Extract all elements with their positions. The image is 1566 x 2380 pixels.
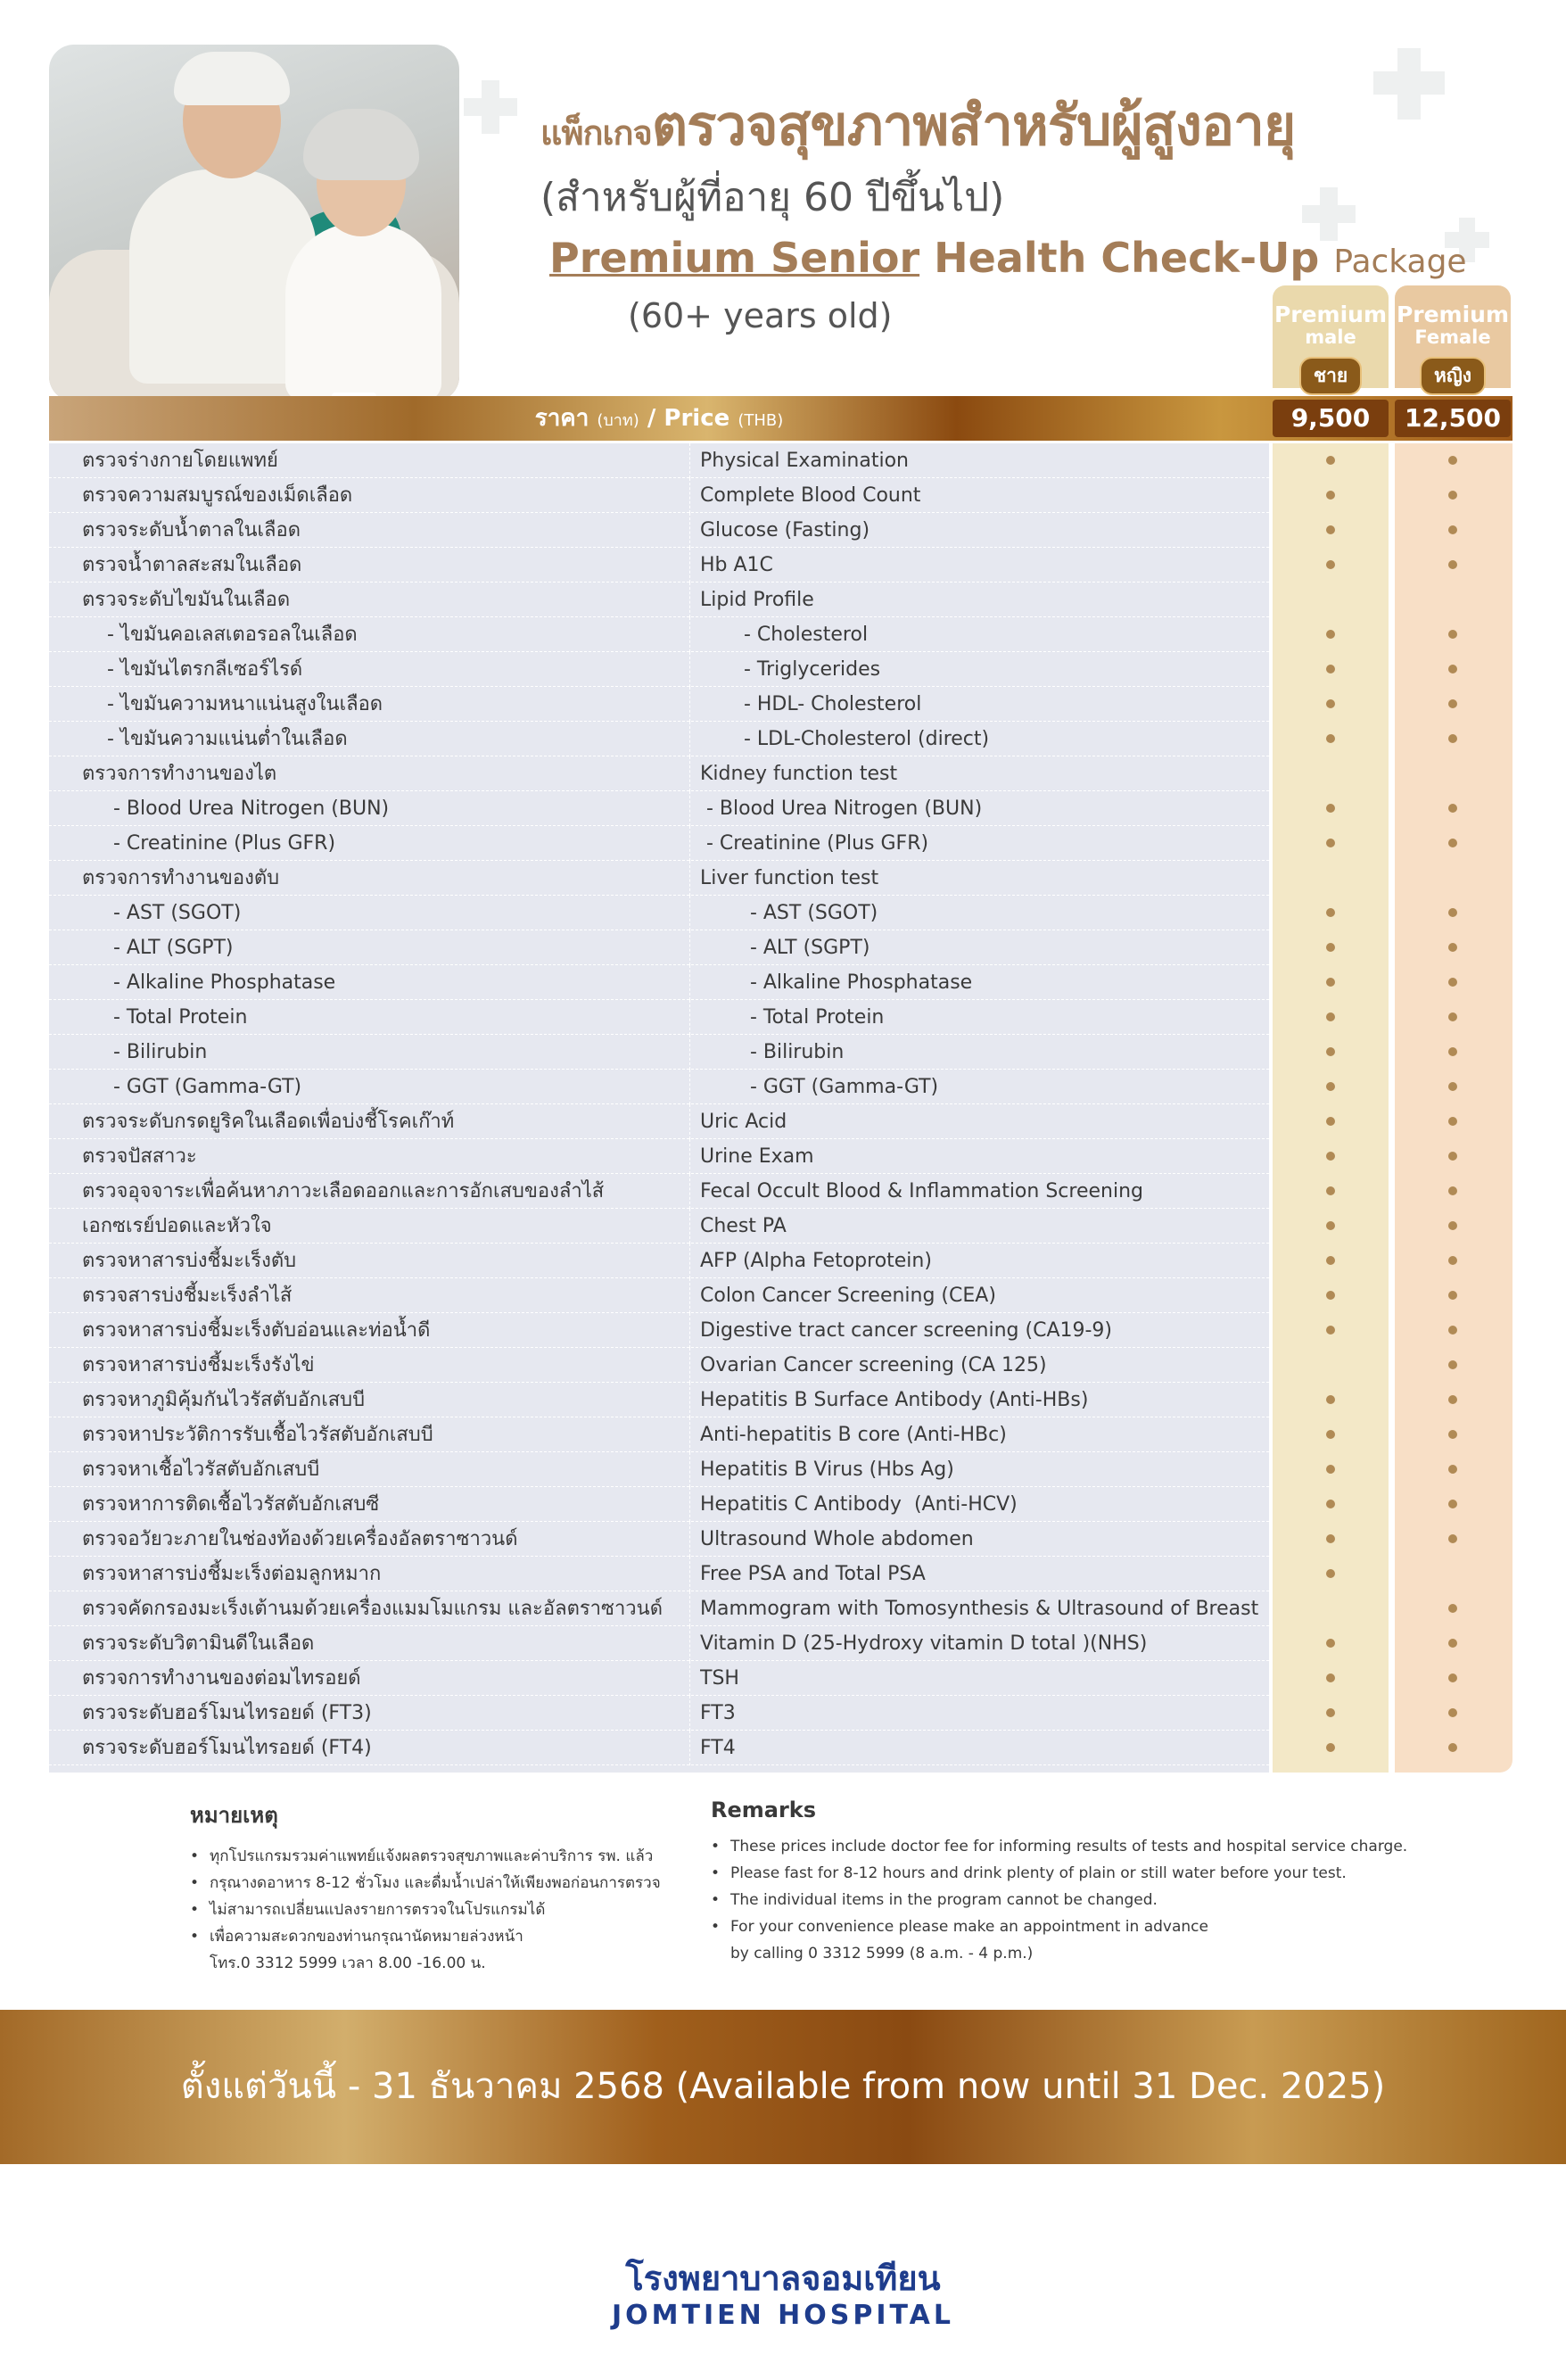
item-name-english: Hepatitis B Surface Antibody (Anti-HBs) [700,1389,1089,1411]
included-dot-female [1448,1291,1457,1300]
column-divider [689,896,690,930]
included-dot-female [1448,734,1457,743]
item-name-english: Hepatitis C Antibody (Anti-HCV) [700,1493,1018,1516]
included-dot-male [1326,1152,1335,1161]
column-divider [689,1174,690,1209]
column-divider [689,583,690,617]
table-row [49,1383,1512,1417]
column-divider [689,1557,690,1591]
table-row [49,965,1512,1000]
table-row [49,443,1512,478]
table-row [49,1626,1512,1661]
item-name-thai: ตรวจคัดกรองมะเร็งเต้านมด้วยเครื่องแมมโมแกรม และอัลตราซาวนด์ [82,1598,663,1620]
included-dot-female [1448,1639,1457,1648]
table-row [49,1278,1512,1313]
table-row [49,617,1512,652]
table-row [49,1591,1512,1626]
item-name-english: Liver function test [700,867,879,889]
item-name-thai: ตรวจหาประวัติการรับเชื้อไวรัสตับอักเสบบี [82,1424,433,1446]
item-name-thai: ตรวจหาสารบ่งชี้มะเร็งตับ [82,1250,297,1272]
item-name-thai: ตรวจระดับวิตามินดีในเลือด [82,1632,315,1655]
table-row [49,1348,1512,1383]
included-dot-male [1326,1395,1335,1404]
column-divider [689,443,690,478]
remark-item: • เพื่อความสะดวกของท่านกรุณานัดหมายล่วงหน้า [190,1923,707,1950]
table-row [49,1070,1512,1104]
included-dot-male [1326,560,1335,569]
item-name-thai: ตรวจร่างกายโดยแพทย์ [82,450,278,472]
included-dot-female [1448,699,1457,708]
male-gender-th-badge: ชาย [1299,357,1362,395]
column-divider [689,1104,690,1139]
item-name-english: Free PSA and Total PSA [700,1563,926,1585]
column-divider [689,1522,690,1557]
column-divider [689,861,690,896]
item-name-english: - GGT (Gamma-GT) [700,1076,939,1098]
item-name-english: Digestive tract cancer screening (CA19-9) [700,1319,1113,1342]
female-gender-en: Female [1414,326,1491,348]
item-name-english: - Creatinine (Plus GFR) [700,832,929,855]
included-dot-female [1448,1430,1457,1439]
woman-figure [285,223,441,401]
item-name-english: Physical Examination [700,450,909,472]
table-row [49,1522,1512,1557]
price-label-th: ราคา [534,405,589,432]
included-dot-female [1448,1117,1457,1126]
table-row [49,652,1512,687]
included-dot-male [1326,491,1335,500]
table-row [49,1174,1512,1209]
item-name-thai: ตรวจน้ำตาลสะสมในเลือด [82,554,302,576]
remark-item: • Please fast for 8-12 hours and drink plenty of plain or still water before your test. [711,1860,1442,1887]
item-name-english: Glucose (Fasting) [700,519,870,541]
included-dot-female [1448,1082,1457,1091]
item-name-english: - LDL-Cholesterol (direct) [700,728,990,750]
title-english-underlined: Premium Senior [549,234,920,282]
table-row [49,583,1512,617]
item-name-thai: ตรวจหาภูมิคุ้มกันไวรัสตับอักเสบบี [82,1389,366,1411]
item-name-english: - AST (SGOT) [700,902,878,924]
column-divider [689,1731,690,1765]
included-dot-male [1326,839,1335,847]
table-row [49,1000,1512,1035]
item-name-thai: - ALT (SGPT) [82,937,234,959]
included-dot-female [1448,560,1457,569]
included-dot-female [1448,1465,1457,1474]
table-row [49,1244,1512,1278]
column-divider [689,1626,690,1661]
item-name-thai: ตรวจการทำงานของต่อมไทรอยด์ [82,1667,361,1690]
column-divider [689,1244,690,1278]
item-name-thai: - ไขมันความแน่นต่ำในเลือด [82,728,348,750]
included-dot-male [1326,1500,1335,1508]
included-dot-male [1326,1430,1335,1439]
included-dot-male [1326,1082,1335,1091]
senior-couple-photo [49,45,459,401]
remarks-english [711,1797,1442,1967]
title-english-suffix: Package [1333,244,1467,280]
table-row [49,478,1512,513]
item-name-english: Ultrasound Whole abdomen [700,1528,974,1550]
remark-item: • ทุกโปรแกรมรวมค่าแพทย์แจ้งผลตรวจสุขภาพและค่าบริการ รพ. แล้ว [190,1843,707,1870]
included-dot-male [1326,1186,1335,1195]
decorative-cross [482,80,499,134]
item-name-thai: ตรวจอุจจาระเพื่อค้นหาภาวะเลือดออกและการอักเสบของลำไส้ [82,1180,605,1202]
hospital-logo-thai: โรงพยาบาลจอมเทียน [625,2259,941,2298]
remark-item: • ไม่สามารถเปลี่ยนแปลงรายการตรวจในโปรแกรมได้ [190,1897,707,1923]
item-name-english: Mammogram with Tomosynthesis & Ultrasound of Breast [700,1598,1259,1620]
remark-item: • กรุณางดอาหาร 8-12 ชั่วโมง และดื่มน้ำเปล่าให้เพียงพอก่อนการตรวจ [190,1870,707,1897]
item-name-english: Complete Blood Count [700,484,921,507]
table-row [49,861,1512,896]
item-name-english: FT4 [700,1737,736,1759]
included-dot-male [1326,1256,1335,1265]
item-name-thai: ตรวจระดับน้ำตาลในเลือด [82,519,301,541]
included-dot-female [1448,1012,1457,1021]
included-dot-female [1448,839,1457,847]
age-english: (60+ years old) [628,296,893,335]
item-name-thai: ตรวจหาสารบ่งชี้มะเร็งรังไข่ [82,1354,315,1376]
included-dot-female [1448,1221,1457,1230]
column-divider [689,1000,690,1035]
included-dot-female [1448,978,1457,987]
item-name-thai: ตรวจระดับไขมันในเลือด [82,589,291,611]
item-name-english: Urine Exam [700,1145,814,1168]
title-english [549,234,1467,282]
decorative-cross [1320,187,1338,241]
table-row [49,687,1512,722]
item-name-english: AFP (Alpha Fetoprotein) [700,1250,932,1272]
item-name-english: - HDL- Cholesterol [700,693,922,715]
price-unit-en: (THB) [738,411,784,430]
item-name-english: - Cholesterol [700,624,869,646]
included-dot-male [1326,1221,1335,1230]
price-male: 9,500 [1273,400,1389,437]
included-dot-male [1326,1012,1335,1021]
item-name-english: Ovarian Cancer screening (CA 125) [700,1354,1047,1376]
included-dot-male [1326,1291,1335,1300]
included-dot-female [1448,1360,1457,1369]
column-divider [689,722,690,756]
included-dot-female [1448,1326,1457,1335]
table-row [49,1452,1512,1487]
decorative-cross [1397,48,1421,120]
column-divider [689,1452,690,1487]
included-dot-male [1326,978,1335,987]
item-name-english: FT3 [700,1702,736,1724]
remarks-english-title: Remarks [711,1797,817,1822]
column-divider [689,478,690,513]
item-name-thai: - Bilirubin [82,1041,208,1063]
column-divider [689,1209,690,1244]
availability-text: ตั้งแต่วันนี้ - 31 ธันวาคม 2568 (Available from now until 31 Dec. 2025) [180,2066,1386,2107]
remark-item: โทร.0 3312 5999 เวลา 8.00 -16.00 น. [210,1954,486,1972]
item-name-thai: ตรวจสารบ่งชี้มะเร็งลำไส้ [82,1285,293,1307]
column-divider [689,1417,690,1452]
item-name-thai: ตรวจระดับฮอร์โมนไทรอยด์ (FT3) [82,1702,372,1724]
item-name-english: - ALT (SGPT) [700,937,870,959]
column-divider [689,1035,690,1070]
column-divider [689,791,690,826]
included-dot-female [1448,525,1457,534]
table-row [49,756,1512,791]
remark-item: • The individual items in the program cannot be changed. [711,1887,1442,1913]
column-divider [689,930,690,965]
item-name-thai: ตรวจระดับฮอร์โมนไทรอยด์ (FT4) [82,1737,372,1759]
table-row [49,548,1512,583]
included-dot-female [1448,1708,1457,1717]
column-divider [689,756,690,791]
included-dot-male [1326,456,1335,465]
table-row [49,1104,1512,1139]
column-divider [689,652,690,687]
item-name-english: TSH [700,1667,739,1690]
table-row [49,930,1512,965]
included-dot-female [1448,1743,1457,1752]
table-row [49,1209,1512,1244]
included-dot-female [1448,1256,1457,1265]
item-name-thai: - ไขมันไตรกลีเซอร์ไรด์ [82,658,303,681]
included-dot-female [1448,1047,1457,1056]
included-dot-male [1326,1534,1335,1543]
item-name-thai: ตรวจการทำงานของไต [82,763,277,785]
included-dot-female [1448,1534,1457,1543]
included-dot-female [1448,1673,1457,1682]
included-dot-male [1326,1047,1335,1056]
included-dot-female [1448,630,1457,639]
item-name-thai: ตรวจหาเชื้อไวรัสตับอักเสบบี [82,1459,320,1481]
item-name-english: Hb A1C [700,554,773,576]
included-dot-male [1326,943,1335,952]
hospital-logo-english: JOMTIEN HOSPITAL [611,2300,955,2331]
included-dot-male [1326,1708,1335,1717]
included-dot-female [1448,456,1457,465]
item-name-thai: เอกซเรย์ปอดและหัวใจ [82,1215,272,1237]
included-dot-male [1326,525,1335,534]
woman-hair [303,109,419,180]
included-dot-female [1448,491,1457,500]
item-name-english: Hepatitis B Virus (Hbs Ag) [700,1459,954,1481]
table-row [49,1661,1512,1696]
column-divider [689,1383,690,1417]
item-name-english: Chest PA [700,1215,787,1237]
table-row [49,1487,1512,1522]
item-name-english: Vitamin D (25-Hydroxy vitamin D total )(NHS) [700,1632,1148,1655]
column-header-male [1273,285,1389,388]
table-row [49,791,1512,826]
remarks-thai [190,1797,707,1977]
table-row [49,896,1512,930]
included-dot-male [1326,1743,1335,1752]
included-dot-female [1448,1152,1457,1161]
subtitle-thai: (สำหรับผู้ที่อายุ 60 ปีขึ้นไป) [540,175,1005,220]
included-dot-male [1326,734,1335,743]
included-dot-male [1326,1465,1335,1474]
column-header-female [1395,285,1511,388]
column-divider [689,1139,690,1174]
item-name-english: Uric Acid [700,1111,787,1133]
remark-item: • For your convenience please make an appointment in advance [711,1913,1442,1940]
item-name-thai: ตรวจปัสสาวะ [82,1145,197,1168]
item-name-english: - Alkaline Phosphatase [700,971,973,994]
column-divider [689,1696,690,1731]
hero-section [0,0,1566,393]
column-divider [689,1278,690,1313]
table-row [49,1731,1512,1765]
included-dot-male [1326,630,1335,639]
male-tier: Premium [1273,302,1388,327]
remark-item: • These prices include doctor fee for informing results of tests and hospital service charge. [711,1833,1442,1860]
man-hair [174,52,290,105]
female-gender-th-badge: หญิง [1420,357,1486,395]
included-dot-female [1448,1186,1457,1195]
column-divider [689,1313,690,1348]
included-dot-female [1448,1604,1457,1613]
title-thai [540,82,1295,169]
item-name-thai: ตรวจหาสารบ่งชี้มะเร็งต่อมลูกหมาก [82,1563,382,1585]
included-dot-female [1448,1500,1457,1508]
column-divider [689,687,690,722]
included-dot-female [1448,943,1457,952]
included-dot-female [1448,665,1457,674]
item-name-thai: ตรวจการทำงานของตับ [82,867,280,889]
included-dot-male [1326,1326,1335,1335]
included-dot-male [1326,1117,1335,1126]
table-row [49,1035,1512,1070]
item-name-english: - Triglycerides [700,658,881,681]
remarks-thai-list [190,1843,707,1977]
table-row [49,826,1512,861]
item-name-thai: - GGT (Gamma-GT) [82,1076,302,1098]
included-dot-female [1448,804,1457,813]
column-divider [689,617,690,652]
item-name-thai: ตรวจระดับกรดยูริคในเลือดเพื่อบ่งชี้โรคเก๊าท์ [82,1111,455,1133]
column-divider [689,826,690,861]
column-divider [689,513,690,548]
male-gender-en: male [1305,326,1356,348]
remarks-thai-title: หมายเหตุ [190,1803,278,1828]
item-name-thai: - AST (SGOT) [82,902,242,924]
remarks-english-list [711,1833,1442,1967]
title-english-rest: Health Check-Up [919,234,1334,282]
item-name-thai: - Total Protein [82,1006,248,1029]
price-female: 12,500 [1395,400,1511,437]
item-name-thai: - ไขมันคอเลสเตอรอลในเลือด [82,624,358,646]
included-dot-male [1326,908,1335,917]
included-dot-male [1326,804,1335,813]
table-row [49,1417,1512,1452]
item-name-english: Anti-hepatitis B core (Anti-HBc) [700,1424,1007,1446]
item-name-english: - Total Protein [700,1006,885,1029]
column-divider [689,1487,690,1522]
table-row [49,513,1512,548]
item-name-thai: - Blood Urea Nitrogen (BUN) [82,797,390,820]
item-name-thai: - Creatinine (Plus GFR) [82,832,336,855]
table-row [49,1139,1512,1174]
included-dot-female [1448,908,1457,917]
table-row [49,1557,1512,1591]
price-label-en: / Price [647,405,730,432]
item-name-english: - Bilirubin [700,1041,845,1063]
item-name-thai: - Alkaline Phosphatase [82,971,336,994]
item-name-english: Fecal Occult Blood & Inflammation Screening [700,1180,1143,1202]
column-divider [689,1591,690,1626]
item-name-thai: ตรวจอวัยวะภายในช่องท้องด้วยเครื่องอัลตราซาวนด์ [82,1528,518,1550]
included-dot-female [1448,1395,1457,1404]
item-name-thai: ตรวจหาการติดเชื้อไวรัสตับอักเสบซี [82,1493,380,1516]
table-row [49,722,1512,756]
included-dot-male [1326,1569,1335,1578]
table-row [49,1696,1512,1731]
table-row [49,1313,1512,1348]
item-name-thai: ตรวจความสมบูรณ์ของเม็ดเลือด [82,484,353,507]
title-thai-lead: แพ็กเกจ [540,113,652,153]
column-divider [689,548,690,583]
title-thai-main: ตรวจสุขภาพสำหรับผู้สูงอายุ [651,93,1296,158]
price-unit-th: (บาท) [597,411,639,430]
female-tier: Premium [1396,302,1510,327]
item-name-english: - Blood Urea Nitrogen (BUN) [700,797,983,820]
column-divider [689,1661,690,1696]
included-dot-male [1326,699,1335,708]
column-divider [689,1070,690,1104]
column-divider [689,1348,690,1383]
column-divider [689,965,690,1000]
item-name-english: Lipid Profile [700,589,814,611]
item-name-thai: - ไขมันความหนาแน่นสูงในเลือด [82,693,383,715]
item-name-english: Kidney function test [700,763,898,785]
price-label [49,396,1269,441]
included-dot-male [1326,665,1335,674]
item-name-english: Colon Cancer Screening (CEA) [700,1285,996,1307]
included-dot-male [1326,1639,1335,1648]
row-divider [49,1764,1269,1765]
remark-item: by calling 0 3312 5999 (8 a.m. - 4 p.m.) [730,1945,1034,1963]
item-name-thai: ตรวจหาสารบ่งชี้มะเร็งตับอ่อนและท่อน้ำดี [82,1319,431,1342]
included-dot-male [1326,1673,1335,1682]
